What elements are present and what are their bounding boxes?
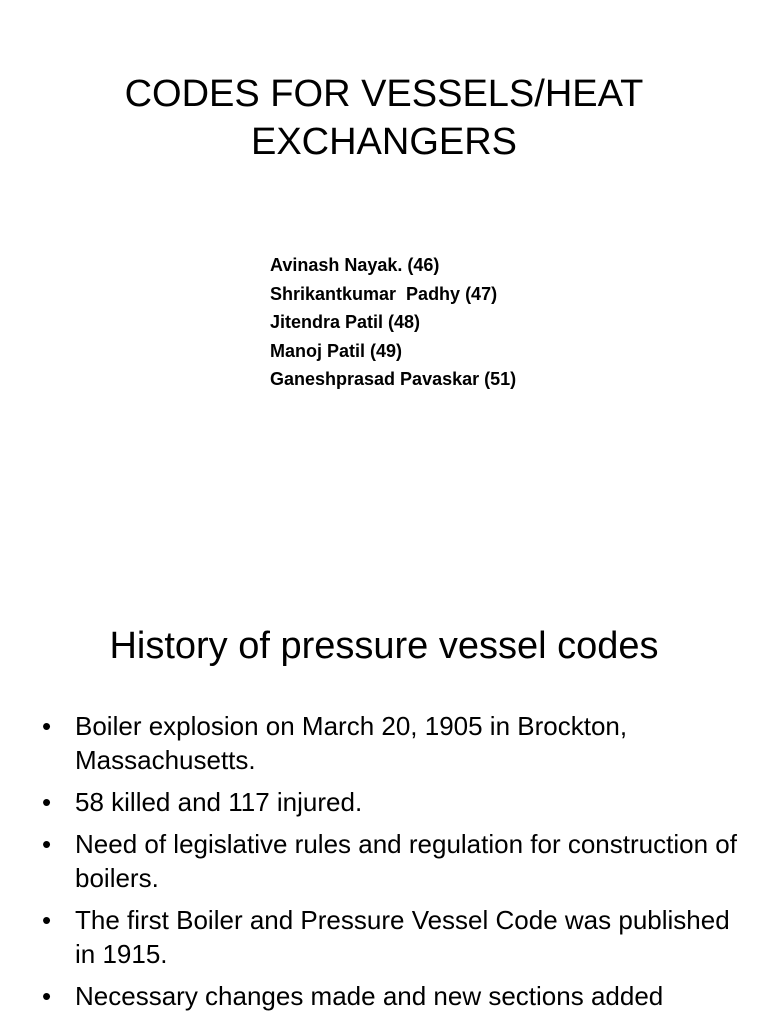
author-item: Ganeshprasad Pavaskar (51) <box>270 369 517 389</box>
author-item: Avinash Nayak. (46) <box>270 255 440 275</box>
author-item: Jitendra Patil (48) <box>270 312 421 332</box>
bullet-item <box>40 903 740 971</box>
bullet-icon: • <box>42 905 52 935</box>
history-slide <box>0 576 768 1024</box>
bullet-text: Necessary changes made and new sections added <box>75 981 664 1011</box>
slide-heading: History of pressure vessel codes <box>109 625 659 667</box>
slide-title-line-1: CODES FOR VESSELS/HEAT <box>124 73 644 115</box>
bullet-text: The first Boiler and Pressure Vessel Code was published in 1915. <box>75 905 730 969</box>
bullet-item <box>40 785 740 819</box>
bullet-icon: • <box>42 829 52 859</box>
author-list <box>270 251 516 394</box>
slide-title-line-2: EXCHANGERS <box>250 121 518 163</box>
bullet-icon: • <box>42 787 52 817</box>
bullet-icon: • <box>42 981 52 1011</box>
bullet-text: Need of legislative rules and regulation for construction of boilers. <box>75 829 737 893</box>
bullet-text: 58 killed and 117 injured. <box>75 787 363 817</box>
bullet-item <box>40 979 740 1013</box>
bullet-list <box>40 709 740 1021</box>
author-item: Manoj Patil (49) <box>270 340 403 361</box>
bullet-text: Boiler explosion on March 20, 1905 in Brockton, Massachusetts. <box>75 711 628 775</box>
slide-title <box>40 70 728 166</box>
bullet-item <box>40 709 740 777</box>
author-item: Shrikantkumar Padhy (47) <box>270 283 498 304</box>
bullet-item <box>40 827 740 895</box>
bullet-icon: • <box>42 711 52 741</box>
